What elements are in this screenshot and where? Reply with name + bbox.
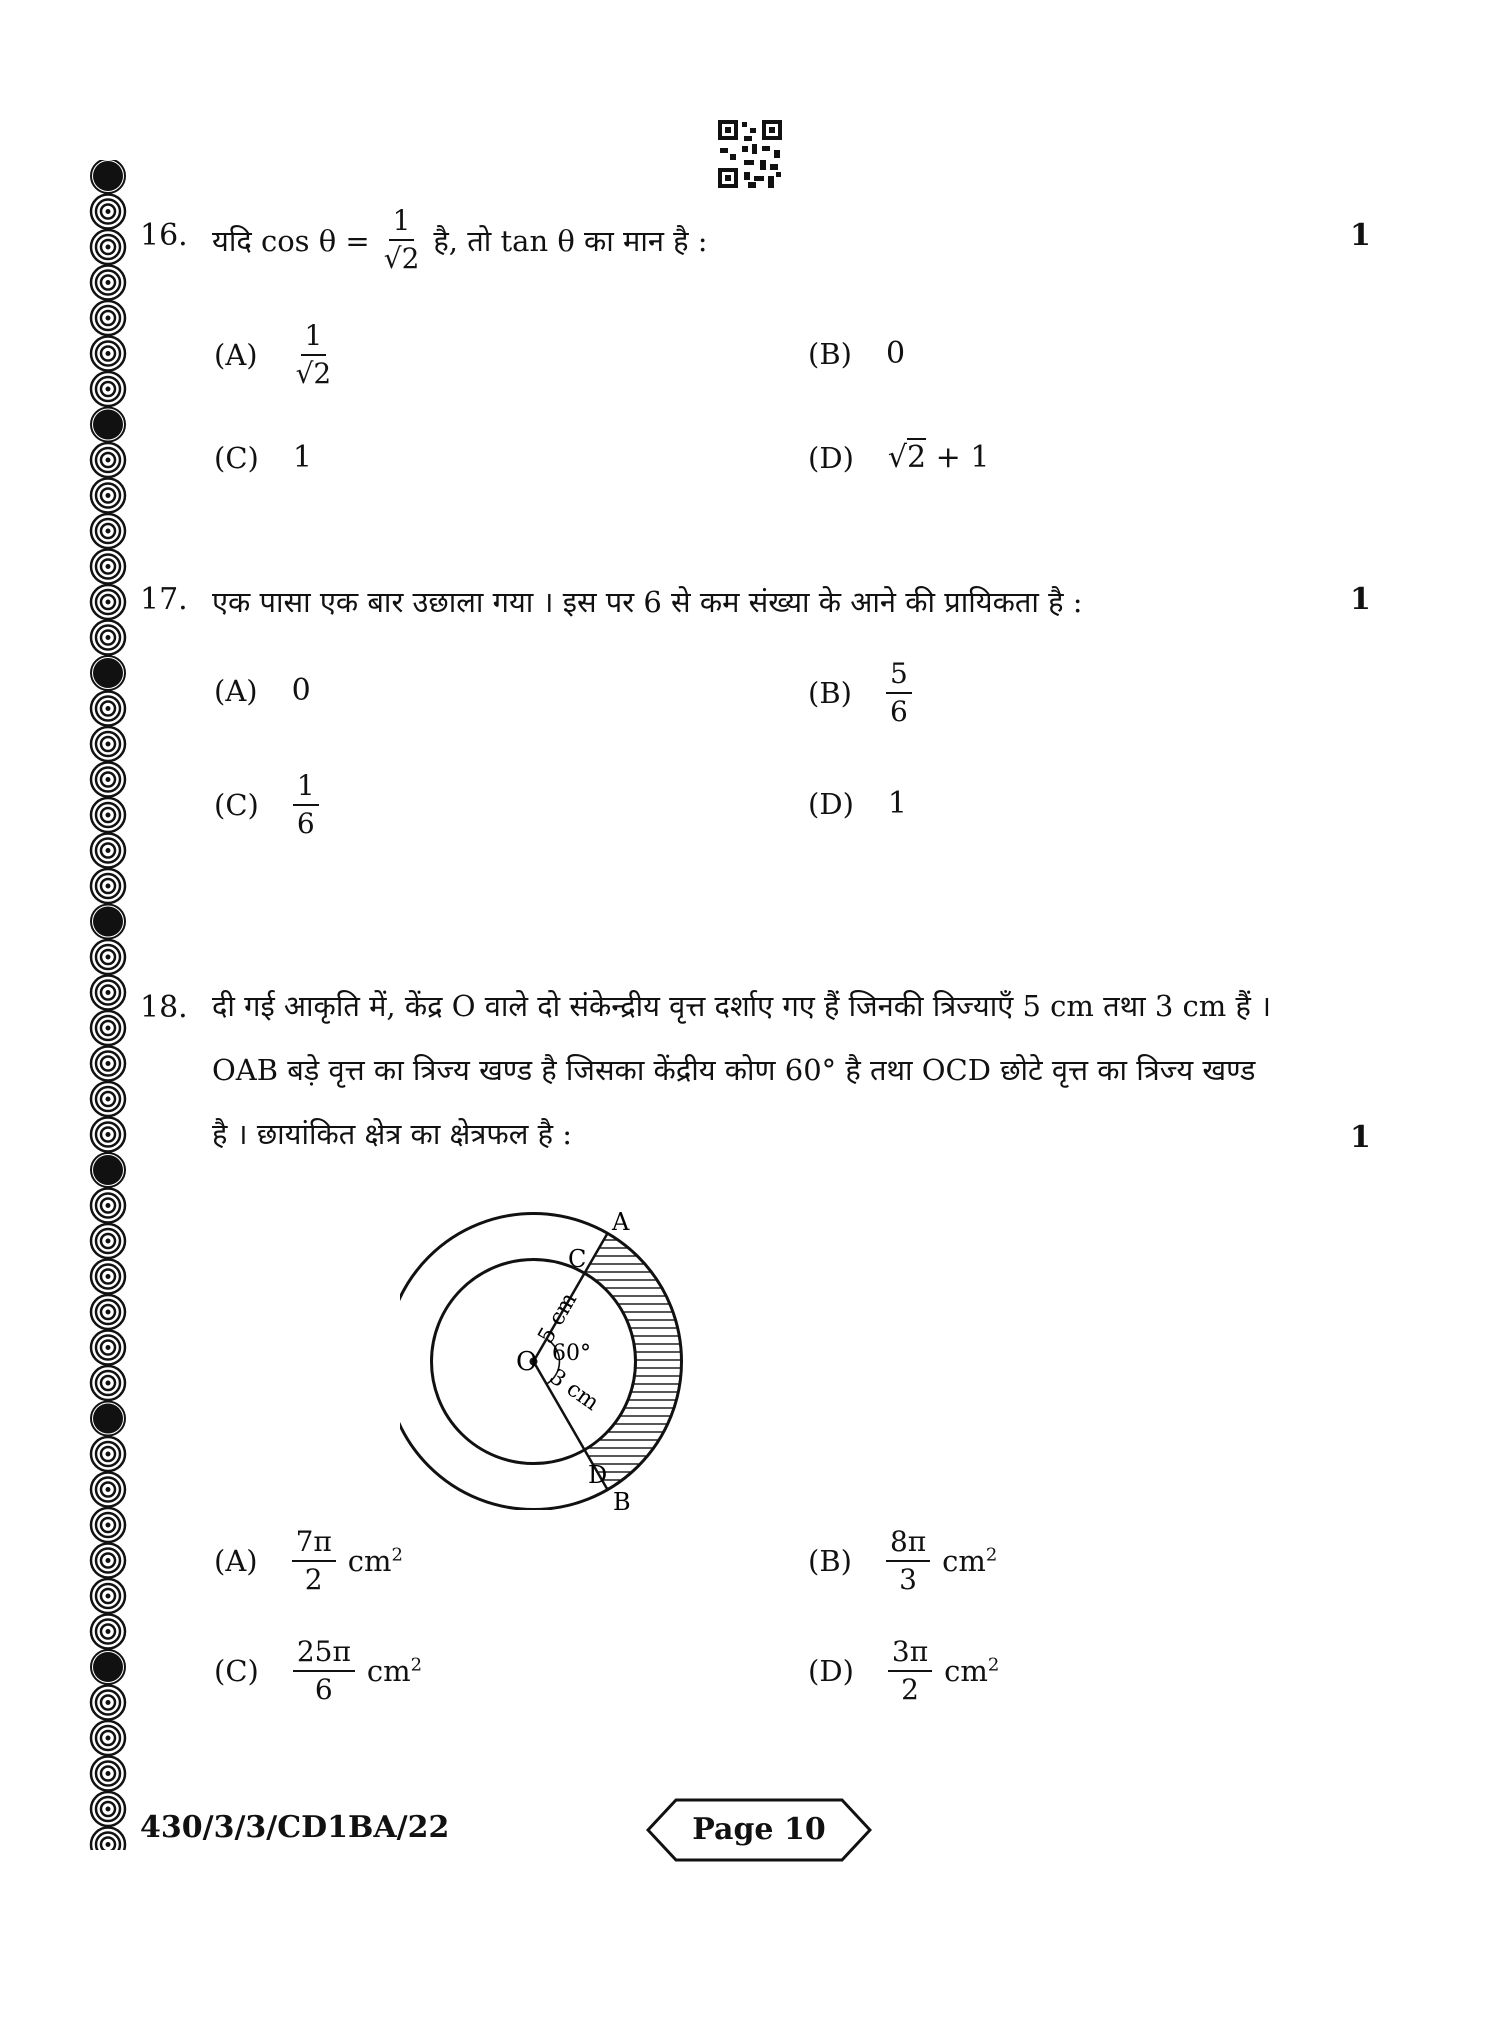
binding-ring	[91, 1615, 125, 1649]
option-b[interactable]	[808, 658, 912, 728]
option-label: (D)	[808, 1654, 854, 1689]
option-d[interactable]	[808, 1636, 999, 1706]
label-b: B	[613, 1488, 631, 1510]
denominator: 6	[889, 695, 908, 729]
binding-ring	[91, 372, 125, 406]
option-label: (B)	[808, 1544, 852, 1579]
numerator: 25π	[293, 1636, 355, 1672]
option-value: 0	[291, 673, 311, 708]
denominator: √2	[383, 242, 420, 275]
fraction	[886, 658, 912, 728]
option-d[interactable]	[808, 440, 989, 475]
binding-ring	[91, 692, 125, 726]
radicand: 2	[907, 440, 927, 475]
binding-ring	[91, 301, 125, 335]
binding-ring-solid	[91, 905, 125, 939]
binding-ring	[91, 1366, 125, 1400]
binding-ring	[91, 514, 125, 548]
option-label: (C)	[214, 788, 259, 823]
qr-code-icon	[718, 120, 782, 190]
binding-ring	[91, 195, 125, 229]
option-value: 1	[887, 786, 907, 821]
unit	[944, 1654, 999, 1688]
option-label: (D)	[808, 786, 854, 821]
label-c: C	[568, 1245, 587, 1273]
option-label: (D)	[808, 440, 854, 475]
binding-ring	[91, 266, 125, 300]
label-a: A	[612, 1208, 630, 1236]
concentric-circles-figure	[400, 1180, 730, 1510]
label-d: D	[588, 1461, 608, 1489]
binding-ring	[91, 1828, 125, 1851]
binding-ring-solid	[91, 1650, 125, 1684]
option-d[interactable]	[808, 786, 907, 821]
question-text	[212, 974, 1332, 1166]
numerator: 1	[301, 320, 327, 356]
binding-ring	[91, 337, 125, 371]
fraction	[293, 1636, 355, 1706]
binding-ring	[91, 1721, 125, 1755]
marks: 1	[1350, 218, 1371, 253]
binding-ring	[91, 1295, 125, 1329]
binding-ring	[91, 834, 125, 868]
paper-code: 430/3/3/CD1BA/22	[140, 1810, 450, 1845]
marks: 1	[1350, 582, 1371, 617]
fraction	[293, 770, 319, 840]
question-text	[212, 200, 708, 280]
unit	[942, 1544, 997, 1578]
option-value: 1	[292, 440, 312, 475]
option-c[interactable]	[214, 440, 312, 475]
option-a[interactable]	[214, 1526, 403, 1596]
binding-ring	[91, 1047, 125, 1081]
page-number: Page 10	[692, 1812, 826, 1847]
binding-ring	[91, 443, 125, 477]
radicand: 2	[313, 357, 332, 391]
unit	[348, 1544, 403, 1578]
binding-ring	[91, 798, 125, 832]
binding-ring	[91, 1437, 125, 1471]
numerator: 5	[886, 658, 912, 694]
unit-text: cm	[944, 1654, 988, 1689]
binding-ring	[91, 869, 125, 903]
denominator: 2	[304, 1563, 323, 1597]
binding-ring-solid	[91, 160, 125, 193]
option-label: (B)	[808, 336, 852, 371]
binding-ring	[91, 621, 125, 655]
denominator: 6	[314, 1673, 333, 1707]
radicand: 2	[401, 242, 420, 275]
unit-text: cm	[347, 1544, 392, 1579]
denominator: 6	[296, 807, 315, 841]
numerator: 3π	[888, 1636, 932, 1672]
binding-rings-decoration	[88, 160, 128, 1850]
binding-ring	[91, 1011, 125, 1045]
marks: 1	[1350, 1120, 1371, 1155]
question-number: 17.	[140, 582, 188, 617]
binding-ring	[91, 940, 125, 974]
binding-ring	[91, 1508, 125, 1542]
binding-ring	[91, 479, 125, 513]
question-line: है । छायांकित क्षेत्र का क्षेत्रफल है :	[212, 1117, 572, 1151]
binding-ring	[91, 1473, 125, 1507]
numerator: 1	[389, 205, 415, 241]
binding-ring	[91, 1544, 125, 1578]
unit	[367, 1654, 422, 1688]
binding-ring	[91, 230, 125, 264]
question-text-part: यदि cos θ =	[212, 223, 370, 258]
numerator: 1	[293, 770, 319, 806]
binding-ring	[91, 1579, 125, 1613]
fraction	[888, 1636, 932, 1706]
option-label: (C)	[214, 440, 259, 475]
outer-radius-label: 5 cm	[533, 1288, 583, 1348]
denominator: √2	[295, 357, 332, 391]
option-label: (A)	[214, 1544, 258, 1579]
unit-text: cm	[942, 1544, 986, 1579]
option-c[interactable]	[214, 770, 319, 840]
binding-ring	[91, 727, 125, 761]
unit-exponent: 2	[985, 1544, 998, 1566]
fraction	[292, 1526, 336, 1596]
binding-ring-solid	[91, 1402, 125, 1436]
label-o: O	[516, 1347, 538, 1377]
question-line: OAB बड़े वृत्त का त्रिज्य खण्ड है जिसका केंद्रीय कोण 60° है तथा OCD छोटे वृत्त का त्रिज्य खण्ड	[212, 1053, 1256, 1087]
binding-ring	[91, 550, 125, 584]
binding-ring	[91, 976, 125, 1010]
binding-ring	[91, 1686, 125, 1720]
fraction	[380, 205, 424, 275]
unit-exponent: 2	[987, 1654, 1000, 1676]
option-label: (C)	[214, 1654, 259, 1689]
option-label: (A)	[214, 673, 258, 708]
option-b[interactable]	[808, 1526, 997, 1596]
binding-ring	[91, 1082, 125, 1116]
inner-radius-label: 3 cm	[544, 1364, 604, 1416]
option-value: 0	[885, 336, 906, 371]
binding-ring	[91, 1757, 125, 1791]
shaded-region	[585, 1233, 682, 1489]
fraction	[292, 320, 336, 390]
binding-ring	[91, 1189, 125, 1223]
question-text: एक पासा एक बार उछाला गया । इस पर 6 से कम संख्या के आने की प्रायिकता है :	[212, 585, 1083, 619]
unit-text: cm	[366, 1654, 411, 1689]
binding-ring	[91, 1331, 125, 1365]
option-c[interactable]	[214, 1636, 422, 1706]
binding-ring-solid	[91, 408, 125, 442]
binding-ring	[91, 585, 125, 619]
option-a[interactable]	[214, 673, 311, 708]
binding-ring-solid	[91, 656, 125, 690]
option-a[interactable]	[214, 320, 335, 390]
denominator: 2	[901, 1673, 919, 1707]
option-label: (A)	[214, 338, 258, 373]
fraction	[886, 1526, 930, 1596]
binding-ring	[91, 1792, 125, 1826]
binding-ring	[91, 763, 125, 797]
binding-ring	[91, 1118, 125, 1152]
question-number: 16.	[140, 218, 188, 253]
binding-ring-solid	[91, 1153, 125, 1187]
numerator: 8π	[886, 1526, 930, 1562]
angle-label: 60°	[552, 1341, 591, 1366]
option-b[interactable]	[808, 336, 905, 371]
binding-ring	[91, 1224, 125, 1258]
denominator: 3	[899, 1563, 917, 1597]
binding-ring	[91, 1260, 125, 1294]
unit-exponent: 2	[410, 1654, 423, 1676]
option-label: (B)	[808, 676, 852, 711]
question-text-part: है, तो tan θ का मान है :	[433, 223, 708, 258]
numerator: 7π	[292, 1526, 336, 1562]
question-line: दी गई आकृति में, केंद्र O वाले दो संकेन्द्रीय वृत्त दर्शाए गए हैं जिनकी त्रिज्याएँ 5 cm तथा 3 cm हैं ।	[212, 989, 1272, 1023]
option-value-rest: + 1	[935, 440, 990, 475]
option-value: √2 + 1	[887, 440, 990, 475]
unit-exponent: 2	[391, 1544, 403, 1566]
question-number: 18.	[140, 990, 188, 1025]
